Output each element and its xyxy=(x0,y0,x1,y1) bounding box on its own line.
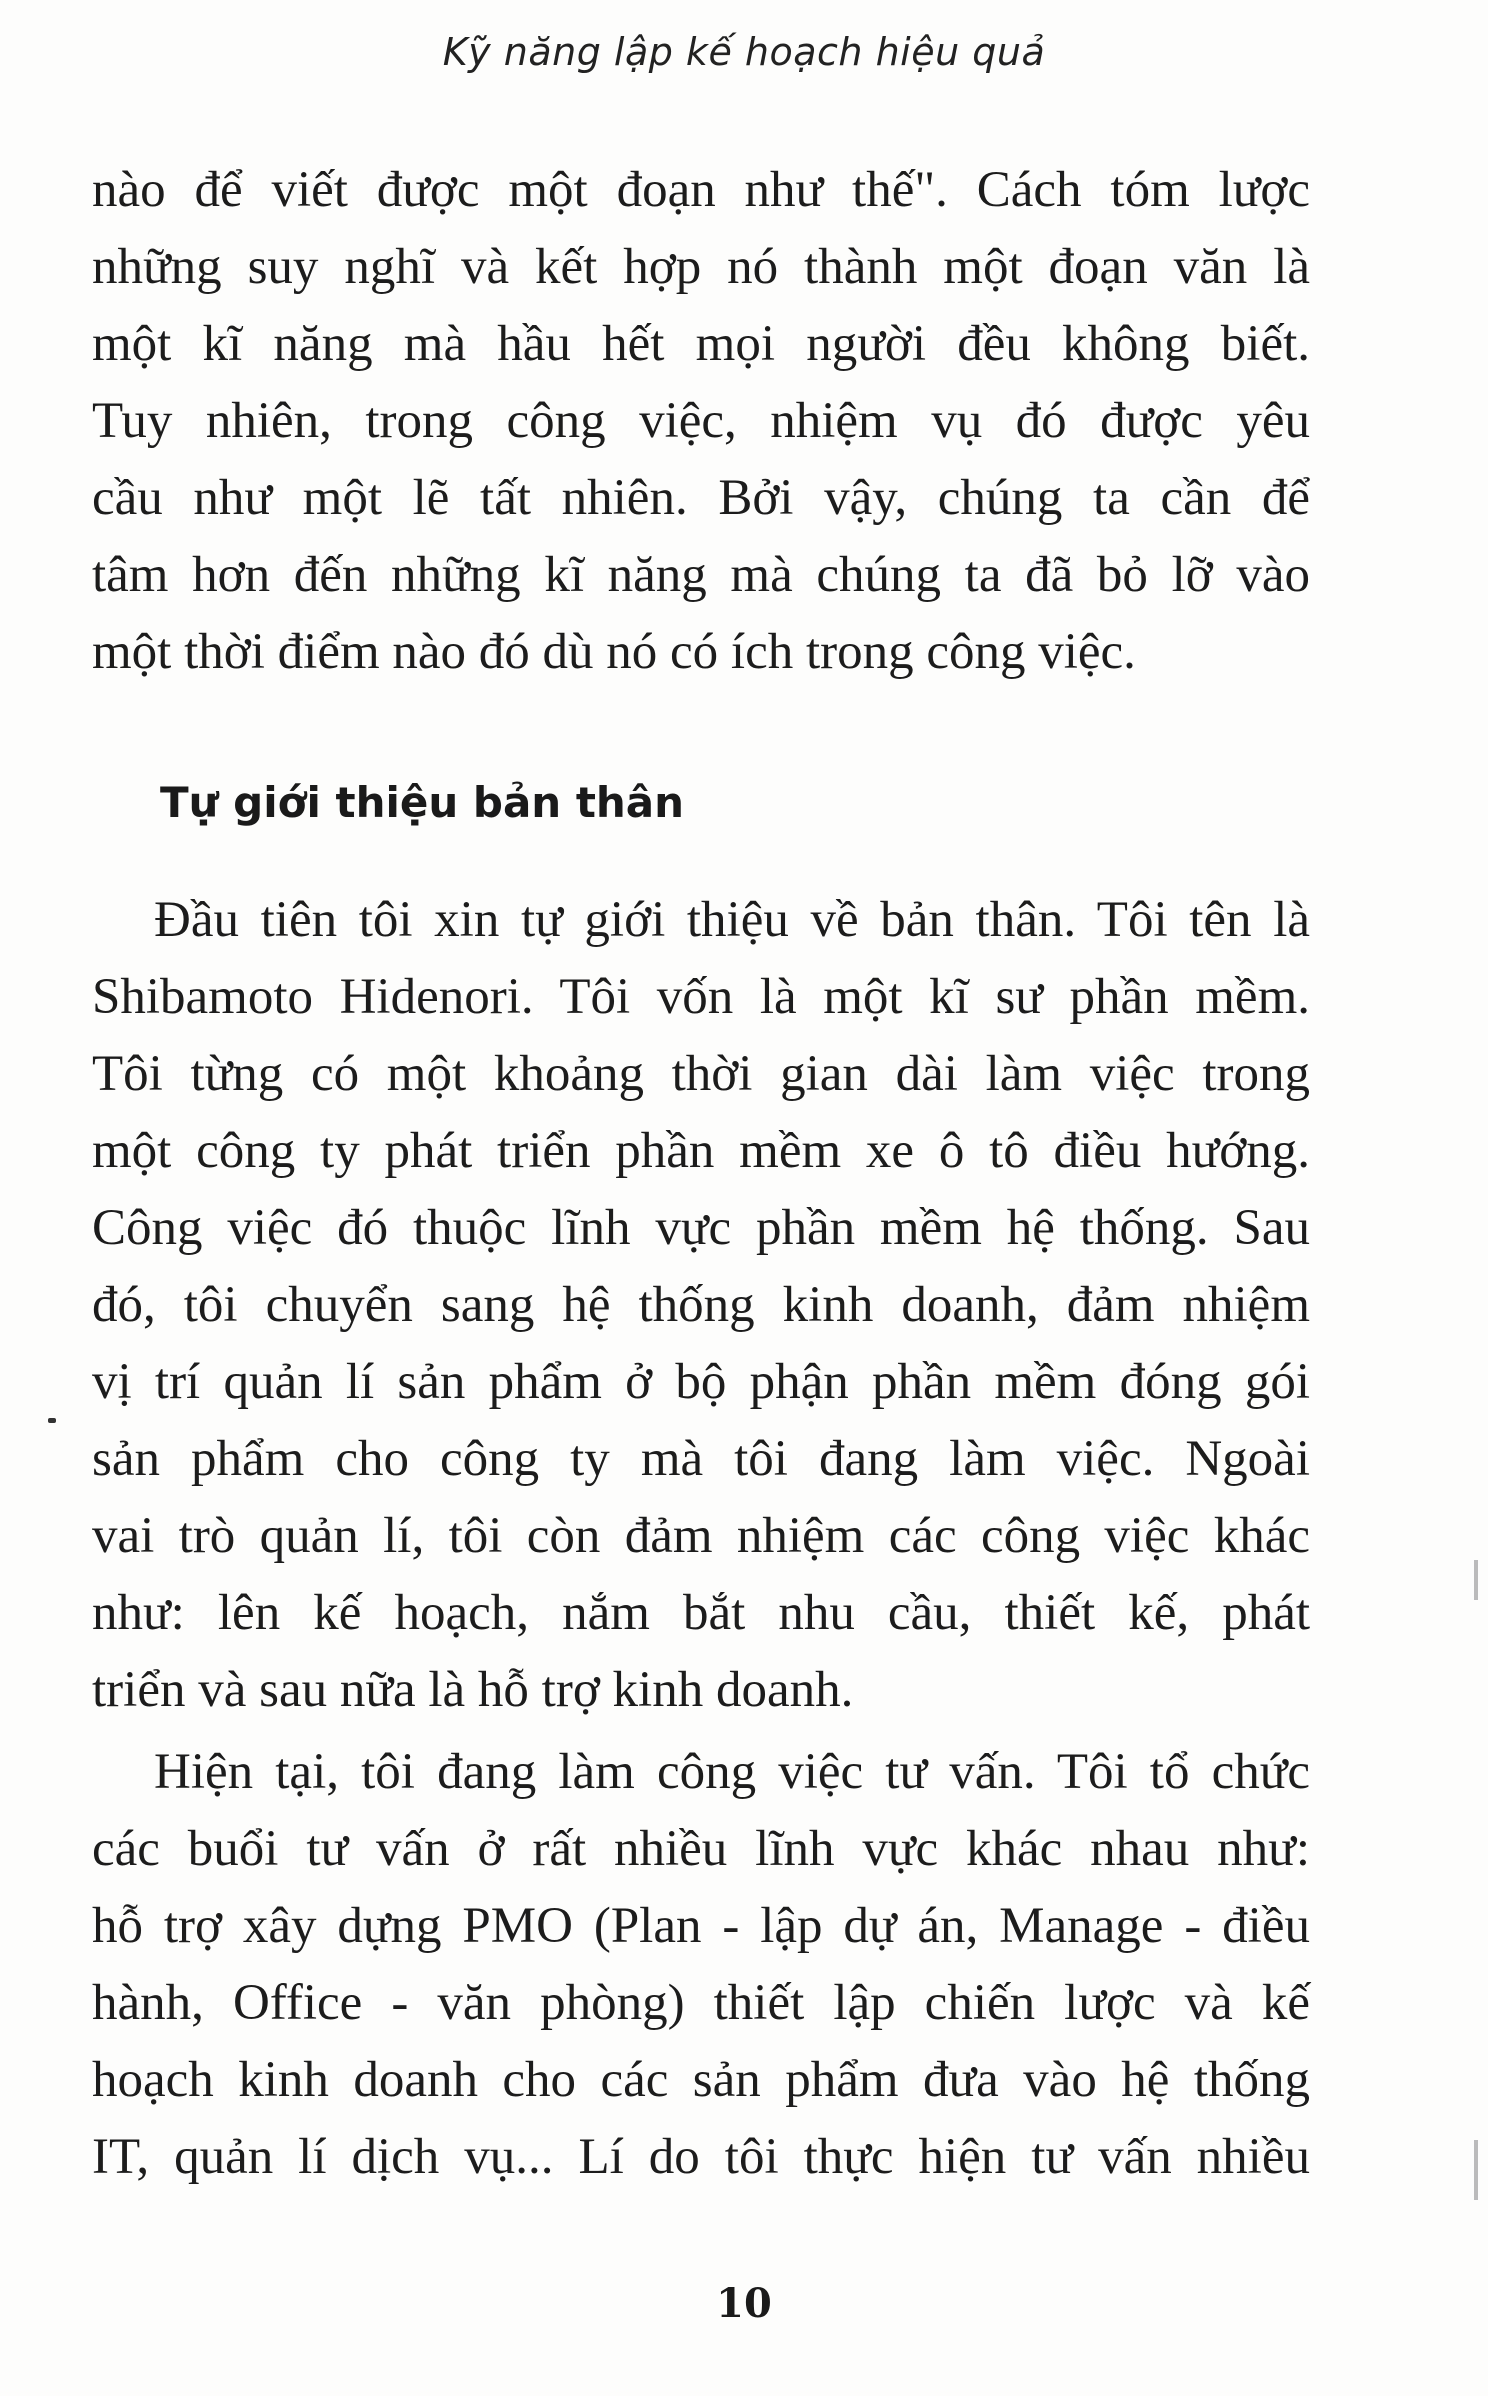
text-line: triển và sau nữa là hỗ trợ kinh doanh. xyxy=(92,1662,854,1718)
text-line: các buổi tư vấn ở rất nhiều lĩnh vực khác nhau như: xyxy=(92,1821,1310,1877)
text-line: Hiện tại, tôi đang làm công việc tư vấn. Tôi tổ chức xyxy=(154,1744,1310,1800)
page-edge-mark xyxy=(1474,1560,1478,1600)
paragraph-2 xyxy=(92,882,1310,1729)
text-line: vị trí quản lí sản phẩm ở bộ phận phần mềm đóng gói xyxy=(92,1354,1310,1410)
section-heading: Tự giới thiệu bản thân xyxy=(160,778,685,827)
text-line: Shibamoto Hidenori. Tôi vốn là một kĩ sư phần mềm. xyxy=(92,969,1310,1025)
text-line: sản phẩm cho công ty mà tôi đang làm việc. Ngoài xyxy=(92,1431,1310,1487)
text-line: một thời điểm nào đó dù nó có ích trong công việc. xyxy=(92,624,1136,680)
ink-speck xyxy=(48,1418,56,1423)
text-line: như: lên kế hoạch, nắm bắt nhu cầu, thiết kế, phát xyxy=(92,1585,1310,1641)
text-line: Tuy nhiên, trong công việc, nhiệm vụ đó được yêu xyxy=(92,393,1310,449)
text-line: Đầu tiên tôi xin tự giới thiệu về bản thân. Tôi tên là xyxy=(154,892,1310,948)
text-line: hỗ trợ xây dựng PMO (Plan - lập dự án, Manage - điều xyxy=(92,1898,1310,1954)
page-number: 10 xyxy=(716,2280,772,2327)
paragraph-3 xyxy=(92,1734,1310,2196)
text-line: cầu như một lẽ tất nhiên. Bởi vậy, chúng ta cần để xyxy=(92,470,1310,526)
text-line: một công ty phát triển phần mềm xe ô tô điều hướng. xyxy=(92,1123,1310,1179)
text-line: Tôi từng có một khoảng thời gian dài làm việc trong xyxy=(92,1046,1310,1102)
text-line: IT, quản lí dịch vụ... Lí do tôi thực hiện tư vấn nhiều xyxy=(92,2129,1310,2185)
paragraph-1 xyxy=(92,152,1310,691)
page-edge-mark xyxy=(1474,2140,1478,2200)
text-line: tâm hơn đến những kĩ năng mà chúng ta đã bỏ lỡ vào xyxy=(92,547,1310,603)
text-line: hoạch kinh doanh cho các sản phẩm đưa vào hệ thống xyxy=(92,2052,1310,2108)
text-line: những suy nghĩ và kết hợp nó thành một đoạn văn là xyxy=(92,239,1310,295)
text-line: hành, Office - văn phòng) thiết lập chiến lược và kế xyxy=(92,1975,1310,2031)
text-line: đó, tôi chuyển sang hệ thống kinh doanh, đảm nhiệm xyxy=(92,1277,1310,1333)
text-line: vai trò quản lí, tôi còn đảm nhiệm các công việc khác xyxy=(92,1508,1310,1564)
text-line: một kĩ năng mà hầu hết mọi người đều không biết. xyxy=(92,316,1310,372)
text-line: Công việc đó thuộc lĩnh vực phần mềm hệ thống. Sau xyxy=(92,1200,1310,1256)
text-line: nào để viết được một đoạn như thế". Cách tóm lược xyxy=(92,162,1310,218)
running-head: Kỹ năng lập kế hoạch hiệu quả xyxy=(442,30,1046,74)
